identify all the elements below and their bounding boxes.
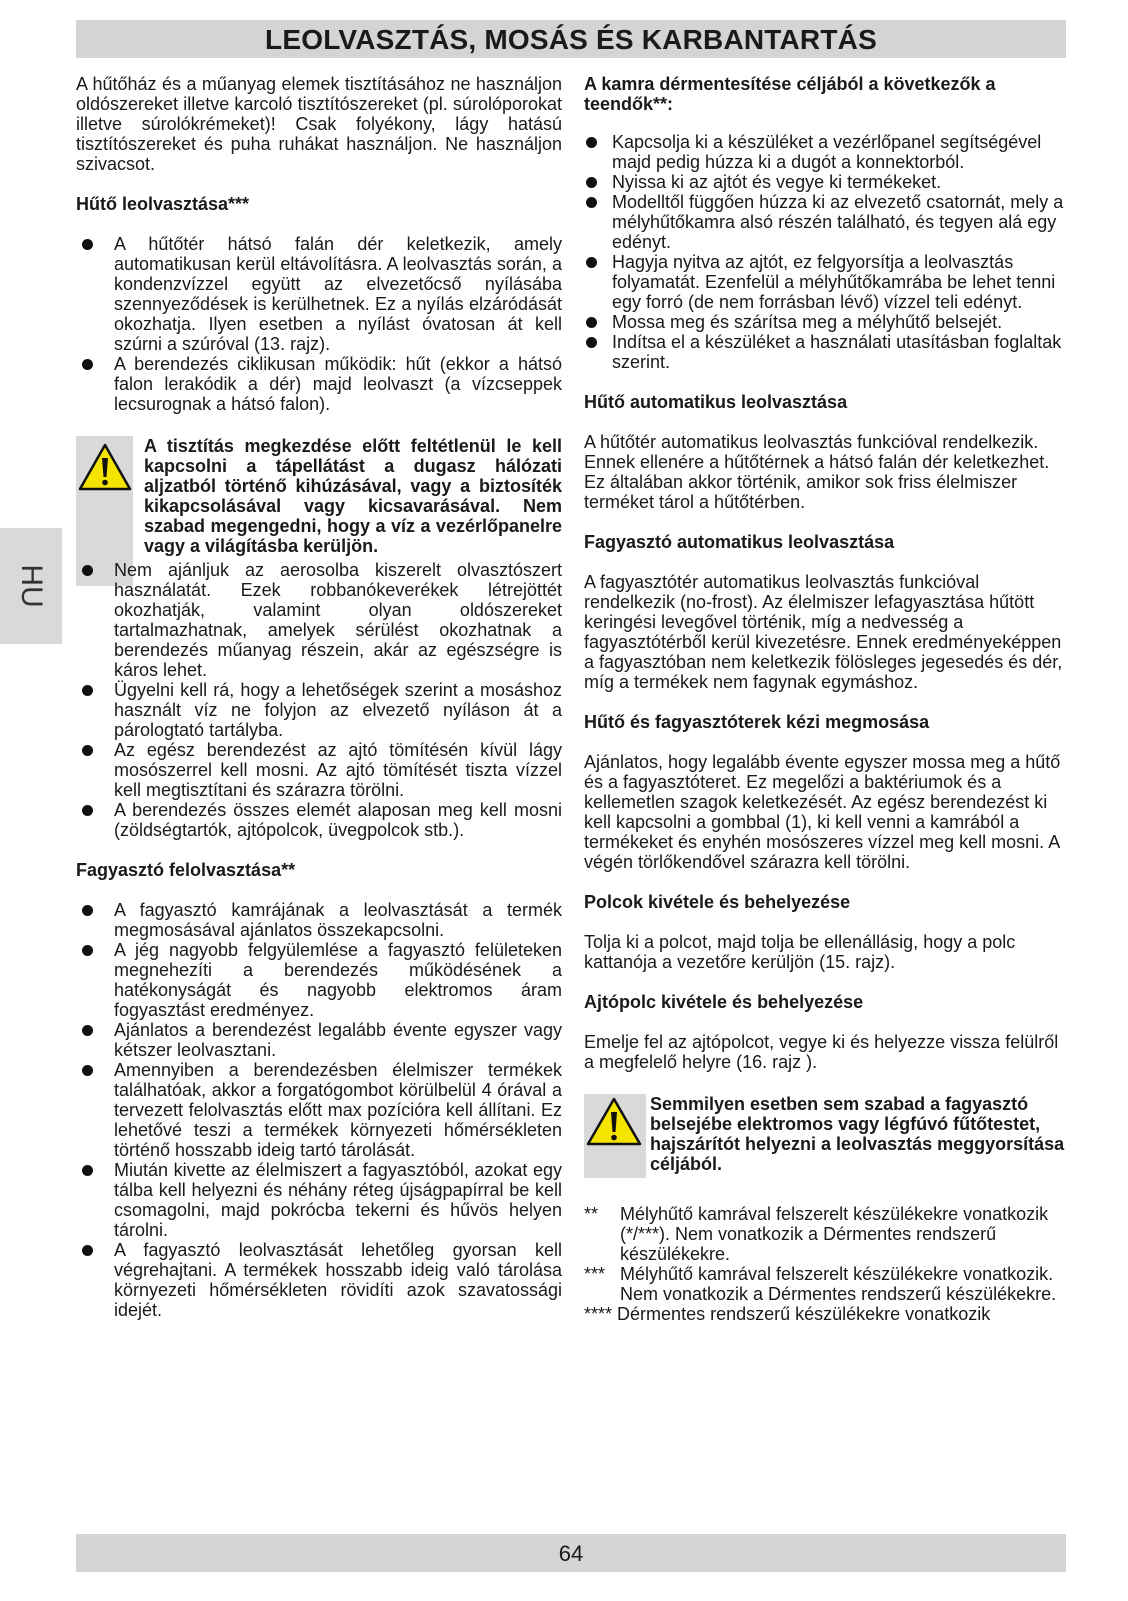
list-item: Nem ajánljuk az aerosolba kiszerelt olvasztószert használatát. Ezek robbanókeverékek létrejöttét okozhatják, valamint olyan oldószereket tartalmazhatnak, amelyek sérülést okozhatnak a berendezés műanyag részein, akár az egészségre is káros lehet. [76, 560, 562, 680]
list-item: Ügyelni kell rá, hogy a lehetőségek szerint a mosáshoz használt víz ne folyjon az elvezető nyíláson át a párologtató tartályba. [76, 680, 562, 740]
shelves-text: Tolja ki a polcot, majd tolja be ellenállásig, hogy a polc kattanója a vezetőre kerüljön (15. rajz). [584, 932, 1016, 972]
footnote-marker: **** [584, 1304, 613, 1324]
footnote-text: Mélyhűtő kamrával felszerelt készülékekre vonatkozik (*/***). Nem vonatkozik a Dérmentes rendszerű készülékekre. [620, 1204, 1049, 1264]
fridge-auto-defrost-text: A hűtőtér automatikus leolvasztás funkcióval rendelkezik. Ennek ellenére a hűtőtérnek a hátsó falán dér keletkezhet. Ez általában akkor történik, amikor sok friss élelmiszer terméket tárol a hűtőtérben. [584, 432, 1050, 512]
page-title: LEOLVASZTÁS, MOSÁS ÉS KARBANTARTÁS [76, 20, 1066, 58]
bullet-icon [82, 805, 93, 816]
bullet-icon [82, 1025, 93, 1036]
list-item: A jég nagyobb felgyülemlése a fagyasztó felületeken megnehezíti a berendezés működésének a hatékonyságát és nagyobb elektromos áram fogyasztást eredményez. [76, 940, 562, 1020]
list-item: Nyissa ki az ajtót és vegye ki termékeket. [584, 172, 1066, 192]
freezer-defrost-list [76, 900, 562, 1320]
chamber-defrost-steps [584, 132, 1066, 372]
right-column [584, 74, 1066, 1324]
list-item: Ajánlatos a berendezést legalább évente egyszer vagy kétszer leolvasztani. [76, 1020, 562, 1060]
bullet-icon [82, 745, 93, 756]
bullet-icon [586, 137, 597, 148]
list-item: Miután kivette az élelmiszert a fagyasztóból, azokat egy tálba kell helyezni és néhány réteg újságpapírral be kell csomagolni, majd pokrócba tekerni és hűvös helyen tárolni. [76, 1160, 562, 1240]
list-item: Mossa meg és szárítsa meg a mélyhűtő belsejét. [584, 312, 1066, 332]
manual-washing-text: Ajánlatos, hogy legalább évente egyszer mossa meg a hűtő és a fagyasztóteret. Ez megelőzi a baktériumok és a kellemetlen szagok keletkezését. Az egész berendezést ki kell kapcsolni a gombbal (1), ki kell venni a kamrából a termékeket és enyhén mosószeres vízzel meg kell mosni. A végén törlőkendővel szárazra kell törölni. [584, 752, 1061, 872]
footnote-text: Mélyhűtő kamrával felszerelt készülékekre vonatkozik. Nem vonatkozik a Dérmentes rendszerű készülékekre. [620, 1264, 1057, 1304]
bullet-icon [586, 177, 597, 188]
footnote-text: Dérmentes rendszerű készülékekre vonatkozik [617, 1304, 991, 1324]
warning-triangle-icon [77, 442, 133, 492]
bullet-icon [82, 1245, 93, 1256]
bullet-icon [586, 257, 597, 268]
freezer-auto-defrost-text: A fagyasztótér automatikus leolvasztás funkcióval rendelkezik (no-frost). Az élelmiszer lefagyasztása hűtött keringési levegővel történik, míg a nedvesség a fagyasztótérből kerül kivezetésre. Ennek eredményeképpen a fagyasztóban nem keletkezik fölösleges jegesedés és dér, míg a termékek nem fagynak egymáshoz. [584, 572, 1063, 692]
bullet-icon [586, 337, 597, 348]
bullet-icon [586, 197, 597, 208]
section-heading-fridge-defrost: Hűtő leolvasztása*** [76, 194, 250, 214]
warning-text: Semmilyen esetben sem szabad a fagyasztó belsejébe elektromos vagy légfúvó fűtőtestet, hajszárítót helyezni a leolvasztás meggyorsítása céljából. [650, 1094, 1065, 1174]
warning-text: A tisztítás megkezdése előtt feltétlenül le kell kapcsolni a tápellátást a dugasz hálózati aljzatból történő kihúzásával, vagy a biztosíték kikapcsolásával vagy kicsavarásával. Nem szabad megengedni, hogy a víz a vezérlőpanelre vagy a világításba kerüljön. [144, 436, 562, 556]
bullet-icon [82, 1065, 93, 1076]
list-item: Az egész berendezést az ajtó tömítésén kívül lágy mosószerrel kell mosni. Az ajtó tömítését tiszta vízzel kell megtisztítani és szárazra törölni. [76, 740, 562, 800]
section-heading-chamber-defrost: A kamra dérmentesítése céljából a következők a teendők**: [584, 74, 996, 114]
list-item: Modelltől függően húzza ki az elvezető csatornát, mely a mélyhűtőkamra alsó részén található, és tegyen alá egy edényt. [584, 192, 1066, 252]
bullet-icon [586, 317, 597, 328]
section-heading-fridge-auto-defrost: Hűtő automatikus leolvasztása [584, 392, 848, 412]
bullet-icon [82, 685, 93, 696]
footnote-marker: ** [584, 1204, 599, 1224]
footnote-marker: *** [584, 1264, 606, 1284]
warning-triangle-icon [585, 1096, 643, 1148]
footnote [584, 1204, 1066, 1264]
bullet-icon [82, 565, 93, 576]
list-item: A berendezés összes elemét alaposan meg kell mosni (zöldségtartók, ajtópolcok, üvegpolcok stb.). [76, 800, 562, 840]
footnotes [584, 1204, 1066, 1324]
list-item: A hűtőtér hátsó falán dér keletkezik, amely automatikusan kerül eltávolításra. A leolvasztás során, a kondenzvízzel együtt az elvezetőcső nyílásába szennyeződések is kerülhetnek. Ez a nyílás elzáródását okozhatja. Ilyen esetben a nyílást óvatosan át kell szúrni a szúróval (13. rajz). [76, 234, 562, 354]
list-item: Kapcsolja ki a készüléket a vezérlőpanel segítségével majd pedig húzza ki a dugót a konnektorból. [584, 132, 1066, 172]
bullet-icon [82, 1165, 93, 1176]
list-item: A fagyasztó kamrájának a leolvasztását a termék megmosásával ajánlatos összekapcsolni. [76, 900, 562, 940]
section-heading-door-shelf: Ajtópolc kivétele és behelyezése [584, 992, 864, 1012]
bullet-icon [82, 905, 93, 916]
section-heading-freezer-defrost: Fagyasztó felolvasztása** [76, 860, 296, 880]
warning-box [76, 436, 562, 556]
footnote [584, 1304, 1066, 1324]
list-item: Hagyja nyitva az ajtót, ez felgyorsítja a leolvasztás folyamatát. Ezenfelül a mélyhűtőkamrába be lehet tenni egy forró (de nem forrásban lévő) vízzel teli edényt. [584, 252, 1066, 312]
door-shelf-text: Emelje fel az ajtópolcot, vegye ki és helyezze vissza felülről a megfelelő helyre (16. rajz ). [584, 1032, 1059, 1072]
list-item: A berendezés ciklikusan működik: hűt (ekkor a hátsó falon lerakódik a dér) majd leolvaszt (a vízcseppek lecsurognak a hátsó falon). [76, 354, 562, 414]
list-item: Amennyiben a berendezésben élelmiszer termékek találhatóak, akkor a forgatógombot körülbelül 4 órával a tervezett felolvasztás előtt max pozícióra kell állítani. Ez lehetővé teszi a termékek környezeti hőmérsékleten történő hosszabb ideig tartó tárolását. [76, 1060, 562, 1160]
left-column [76, 74, 562, 1320]
bullet-icon [82, 239, 93, 250]
language-tab-label: HU [15, 564, 48, 608]
section-heading-freezer-auto-defrost: Fagyasztó automatikus leolvasztása [584, 532, 895, 552]
list-item: Indítsa el a készüléket a használati utasításban foglaltak szerint. [584, 332, 1066, 372]
warning-box [584, 1094, 1066, 1174]
language-tab [0, 528, 62, 644]
section-heading-shelves: Polcok kivétele és behelyezése [584, 892, 851, 912]
section-heading-manual-washing: Hűtő és fagyasztóterek kézi megmosása [584, 712, 930, 732]
bullet-icon [82, 945, 93, 956]
page-number: 64 [76, 1534, 1066, 1572]
cleaning-notes-list [76, 560, 562, 840]
intro-paragraph: A hűtőház és a műanyag elemek tisztításához ne használjon oldószereket illetve karcoló tisztítószereket (pl. súrolóporokat illetve súrolókrémeket)! Csak folyékony, lágy hatású tisztítószereket és puha ruhákat használjon. Ne használjon szivacsot. [76, 74, 562, 174]
bullet-icon [82, 359, 93, 370]
footnote [584, 1264, 1066, 1304]
fridge-defrost-list [76, 234, 562, 414]
list-item: A fagyasztó leolvasztását lehetőleg gyorsan kell végrehajtani. A termékek hosszabb ideig való tárolása környezeti hőmérsékleten rövidíti azok szavatossági idejét. [76, 1240, 562, 1320]
